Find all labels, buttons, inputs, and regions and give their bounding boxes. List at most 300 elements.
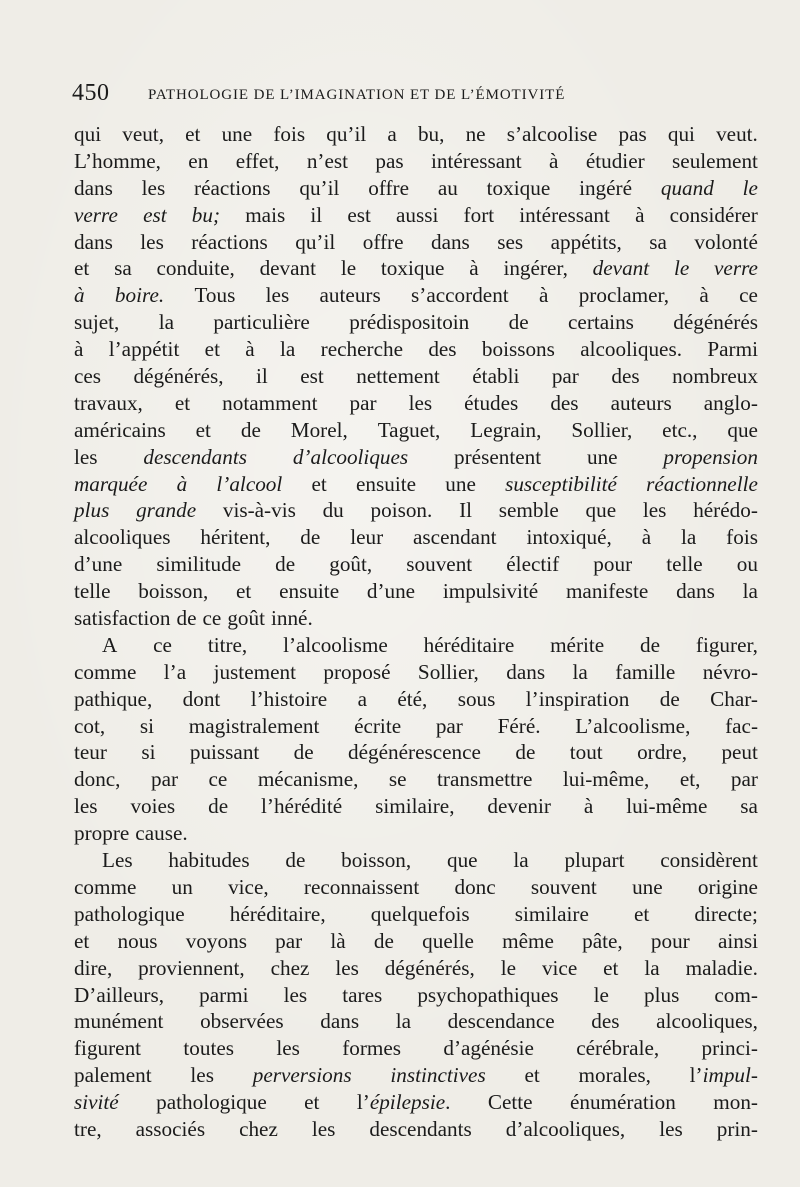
word: électif <box>506 552 560 577</box>
word: névro- <box>702 659 758 684</box>
word: donc, <box>74 767 121 792</box>
word: origine <box>697 874 758 899</box>
word: offre <box>362 229 404 254</box>
word: été, <box>397 686 428 711</box>
text-line <box>74 793 758 820</box>
word: comme <box>74 874 137 899</box>
word: la <box>572 659 588 684</box>
word: ce <box>208 767 228 792</box>
word: parmi <box>199 982 249 1007</box>
word: veut, <box>122 122 164 146</box>
word: même <box>502 928 554 953</box>
word: des <box>611 364 640 389</box>
word <box>690 1062 758 1089</box>
word: offre <box>368 175 410 200</box>
word: ingérer, <box>503 256 568 281</box>
word: Tous <box>194 283 236 308</box>
word: goût <box>227 606 265 631</box>
word: sa <box>114 256 132 281</box>
word: une <box>445 471 476 496</box>
word: ses <box>497 229 524 254</box>
word: réactions <box>191 229 268 254</box>
word: à <box>699 283 709 308</box>
word: bu; <box>191 202 221 227</box>
word: devenir <box>487 794 551 819</box>
word: observées <box>200 1009 284 1034</box>
word: hérédo- <box>693 498 758 523</box>
word: à <box>245 337 255 362</box>
word: Féré. <box>497 713 541 738</box>
word: d’agénésie <box>443 1036 534 1061</box>
word: à <box>583 794 594 819</box>
word: vis-à-vis <box>222 498 296 523</box>
text-line <box>74 1035 758 1062</box>
text-line <box>74 847 758 874</box>
text-line <box>74 309 758 336</box>
word: établi <box>472 364 520 389</box>
word: est <box>143 202 167 227</box>
word: a <box>387 122 397 146</box>
word: alcooliques <box>74 525 171 550</box>
word: et, <box>679 767 701 792</box>
text-line <box>74 578 758 605</box>
word: la <box>158 310 174 335</box>
word: que <box>446 848 478 873</box>
word: sivité <box>74 1090 119 1115</box>
word: le <box>742 175 758 200</box>
word: s’accordent <box>411 283 509 308</box>
word: fort <box>463 202 495 227</box>
word: toutes <box>183 1036 235 1061</box>
text-line <box>74 659 758 686</box>
word: dégénérescence <box>348 740 481 765</box>
word: inné. <box>270 606 313 631</box>
word: alcooliques, <box>656 1009 758 1034</box>
word: boissons <box>481 337 555 362</box>
word: ne <box>465 122 486 146</box>
word: bu, <box>417 122 445 146</box>
word: dont <box>182 686 221 711</box>
text-line <box>74 282 758 309</box>
text-line <box>74 471 758 498</box>
word: susceptibilité <box>505 471 617 496</box>
word: l’hérédité <box>261 794 343 819</box>
word: Morel, <box>290 417 348 442</box>
word: tout <box>569 740 603 765</box>
word: sa <box>740 794 758 819</box>
word: associés <box>135 1116 206 1141</box>
word: devant <box>592 256 650 281</box>
word: des <box>428 337 457 362</box>
word: par <box>730 767 758 792</box>
word: proclamer, <box>578 283 670 308</box>
word: écrite <box>354 713 402 738</box>
word: Parmi <box>707 337 758 362</box>
word: mérite <box>550 632 605 657</box>
word: plus <box>74 498 110 523</box>
word: lui-même, <box>562 767 650 792</box>
word: il <box>256 364 268 389</box>
word: effet, <box>235 148 280 173</box>
word: intoxiqué, <box>526 525 612 550</box>
word: de <box>515 740 536 765</box>
word: Taguet, <box>377 417 441 442</box>
word: prin- <box>716 1116 758 1141</box>
word: que <box>585 498 617 523</box>
word: voyons <box>185 928 247 953</box>
text-line <box>74 1062 758 1089</box>
word: psychopathiques <box>417 982 559 1007</box>
word: et <box>185 122 201 146</box>
word: propension <box>663 444 758 469</box>
text-line <box>74 255 758 282</box>
text-line <box>74 1008 758 1035</box>
word: de <box>508 310 529 335</box>
word: dans <box>74 229 113 254</box>
text-line <box>74 417 758 444</box>
word: reconnaissent <box>303 874 420 899</box>
word: et <box>195 417 211 442</box>
word: maladie. <box>685 955 758 980</box>
word: donc <box>454 874 496 899</box>
word: par <box>275 928 303 953</box>
word: justement <box>213 659 296 684</box>
word: mon- <box>713 1090 758 1115</box>
word: n’est <box>306 148 348 173</box>
text-line <box>74 444 758 471</box>
word: réactionnelle <box>646 471 758 496</box>
word: souvent <box>530 874 597 899</box>
word: teur <box>74 740 107 765</box>
word: les <box>642 498 667 523</box>
word: études <box>464 390 519 415</box>
word: etc., <box>662 417 698 442</box>
word: dans <box>320 1009 360 1034</box>
word: d’alcooliques <box>292 444 409 469</box>
word: toxique <box>486 175 551 200</box>
word: titre, <box>207 632 248 657</box>
text-line <box>74 524 758 551</box>
word: si <box>141 740 156 765</box>
word: marquée <box>74 471 148 496</box>
word: d’une <box>366 579 416 604</box>
word: et <box>174 390 191 415</box>
word: l’appétit <box>108 337 180 362</box>
word: tre, <box>74 1116 102 1141</box>
text-line <box>74 175 758 202</box>
word: nombreux <box>672 364 758 389</box>
word: D’ailleurs, <box>74 982 165 1007</box>
word: cause. <box>135 821 188 846</box>
word: héritent, <box>200 525 271 550</box>
word: prédispositoin <box>349 310 470 335</box>
word: à <box>176 471 188 496</box>
word: descendance <box>447 1009 555 1034</box>
word: le <box>673 256 690 281</box>
word: intéressant <box>519 202 610 227</box>
word: par <box>551 364 579 389</box>
word: à <box>635 202 645 227</box>
word: d’alcooliques, <box>505 1116 626 1141</box>
word: munément <box>74 1009 164 1034</box>
word: peut <box>721 740 758 765</box>
word: formes <box>342 1036 402 1061</box>
word: quelquefois <box>370 901 470 926</box>
word: ce <box>739 283 758 308</box>
word: grande <box>136 498 197 523</box>
word: de <box>275 552 296 577</box>
body-text <box>74 121 758 1143</box>
word: et <box>204 337 220 362</box>
page-number: 450 <box>72 80 110 106</box>
word: et <box>603 955 619 980</box>
word: sa <box>649 229 667 254</box>
text-line <box>74 1116 758 1143</box>
word: ainsi <box>717 928 758 953</box>
word: morales, <box>578 1063 651 1088</box>
word: de <box>176 606 197 631</box>
word: considérer <box>669 202 758 227</box>
word: se <box>388 767 407 792</box>
word: plus <box>644 982 680 1007</box>
word: palement <box>74 1063 152 1088</box>
word: auteurs <box>610 390 672 415</box>
word: de <box>208 794 229 819</box>
word: les <box>265 283 290 308</box>
word: poison. <box>370 498 433 523</box>
word: par <box>150 767 179 792</box>
word: similitude <box>156 552 242 577</box>
word: ensuite <box>279 579 340 604</box>
word: boisson, <box>138 579 209 604</box>
word: une <box>586 444 618 469</box>
word: les <box>140 229 164 254</box>
word: pâte, <box>582 928 623 953</box>
word: épilepsie <box>369 1090 446 1115</box>
word: ces <box>74 364 102 389</box>
word: boisson, <box>341 848 412 873</box>
word: Sollier, <box>571 417 633 442</box>
word: l’a <box>163 659 187 684</box>
word: américains <box>74 417 166 442</box>
word: qui <box>74 122 102 146</box>
word: par <box>349 390 377 415</box>
text-line <box>74 928 758 955</box>
word: ingéré <box>579 175 633 200</box>
word: des <box>550 390 579 415</box>
word: puissant <box>189 740 260 765</box>
word: qu’il <box>299 175 340 200</box>
word: de <box>373 928 394 953</box>
running-title: PATHOLOGIE DE L’IMAGINATION ET DE L’ÉMOTIVITÉ <box>148 87 566 103</box>
word: seulement <box>672 148 758 173</box>
word: proposé <box>323 659 391 684</box>
word: certains <box>568 310 634 335</box>
word: similaire <box>514 901 589 926</box>
word: à <box>549 148 559 173</box>
word: et <box>236 579 252 604</box>
word: habitudes <box>168 848 250 873</box>
word: l’histoire <box>250 686 328 711</box>
word: satisfaction <box>74 606 171 631</box>
text-line <box>74 766 758 793</box>
word: . <box>445 1090 451 1115</box>
word: le <box>340 256 357 281</box>
word: similaire, <box>375 794 455 819</box>
page-header <box>72 80 762 110</box>
text-line <box>74 1089 758 1116</box>
word: pathologique <box>74 901 185 926</box>
word: d’une <box>74 552 123 577</box>
word: ordre, <box>637 740 688 765</box>
word: nous <box>117 928 158 953</box>
word: la <box>280 337 296 362</box>
word: ascendant <box>413 525 497 550</box>
word: voies <box>130 794 176 819</box>
text-line <box>74 739 758 766</box>
word: particulière <box>213 310 310 335</box>
word: l’alcoolisme <box>283 632 388 657</box>
word: directe; <box>694 901 758 926</box>
word: les <box>283 982 308 1007</box>
word: présentent <box>454 444 542 469</box>
word: de <box>240 417 261 442</box>
word: la <box>742 579 758 604</box>
word: à <box>641 525 652 550</box>
word: dans <box>506 659 546 684</box>
word: dans <box>74 175 113 200</box>
word: l’ <box>356 1090 370 1115</box>
word: goût, <box>329 552 373 577</box>
word: les <box>190 1063 214 1088</box>
word: conduite, <box>156 256 235 281</box>
word: de <box>300 525 321 550</box>
word: et <box>311 471 327 496</box>
word: héréditaire, <box>229 901 326 926</box>
word: dire, <box>74 955 113 980</box>
word: la <box>395 1009 411 1034</box>
word: fois <box>273 122 306 146</box>
word: et <box>634 901 650 926</box>
word: à <box>469 256 479 281</box>
word: perversions <box>252 1063 352 1088</box>
text-line <box>74 363 758 390</box>
word: en <box>188 148 209 173</box>
word: ce <box>202 606 222 631</box>
text-line <box>74 390 758 417</box>
word: notamment <box>222 390 318 415</box>
word: recherche <box>320 337 403 362</box>
word: de <box>293 740 314 765</box>
word: verre <box>74 202 118 227</box>
word: cot, <box>74 713 106 738</box>
word: telle <box>74 579 111 604</box>
word: héréditaire <box>423 632 515 657</box>
word: pathologique <box>156 1090 267 1115</box>
word: et <box>304 1090 320 1115</box>
word: famille <box>615 659 676 684</box>
word: impul- <box>702 1063 758 1088</box>
word: une <box>632 874 663 899</box>
word: l’alcool <box>216 471 283 496</box>
word: il <box>310 202 323 227</box>
word: dégénérés, <box>384 955 475 980</box>
word: vice, <box>228 874 269 899</box>
word: vice <box>541 955 578 980</box>
text-line <box>74 497 758 524</box>
word: lui-même <box>626 794 708 819</box>
word: les <box>311 1116 336 1141</box>
word: s’alcoolise <box>506 122 598 146</box>
word: anglo- <box>703 390 758 415</box>
word: pathique, <box>74 686 153 711</box>
word: les <box>408 390 433 415</box>
word: impulsivité <box>442 579 539 604</box>
text-line <box>74 202 758 229</box>
word: sous <box>457 686 496 711</box>
word: sujet, <box>74 310 120 335</box>
word: alcooliques. <box>580 337 683 362</box>
word: le <box>593 982 609 1007</box>
word: pas <box>618 122 647 146</box>
word: une <box>221 122 253 146</box>
word: étudier <box>585 148 645 173</box>
word <box>357 1089 451 1116</box>
word: figurent <box>74 1036 142 1061</box>
word: L’homme, <box>74 148 161 173</box>
word: de <box>659 686 680 711</box>
word: Les <box>102 848 133 873</box>
word: Cette <box>487 1090 533 1115</box>
text-line <box>74 713 758 740</box>
text-line <box>74 551 758 578</box>
word: Sollier, <box>417 659 479 684</box>
text-line <box>74 874 758 901</box>
word: plupart <box>564 848 625 873</box>
text-line <box>74 336 758 363</box>
text-line <box>74 901 758 928</box>
word: chez <box>239 1116 278 1141</box>
word: dégénérés, <box>133 364 224 389</box>
word: les <box>659 1116 683 1141</box>
text-line <box>74 605 758 632</box>
word: nettement <box>356 364 440 389</box>
word: figurer, <box>695 632 758 657</box>
word: les <box>74 794 98 819</box>
word: manifeste <box>565 579 649 604</box>
word: au <box>437 175 458 200</box>
word: les <box>335 955 359 980</box>
word: est <box>300 364 324 389</box>
text-line <box>74 121 758 148</box>
word: quand <box>660 175 714 200</box>
word: magistralement <box>188 713 320 738</box>
word: fac- <box>725 713 758 738</box>
word: dans <box>676 579 715 604</box>
word: travaux, <box>74 390 143 415</box>
word: volonté <box>694 229 758 254</box>
word: Il <box>459 498 473 523</box>
word: princi- <box>701 1036 758 1061</box>
word: propre <box>74 821 130 846</box>
word: ensuite <box>356 471 417 496</box>
word: transmettre <box>437 767 533 792</box>
word: intéressant <box>431 148 522 173</box>
word: et <box>74 928 90 953</box>
word: est <box>347 202 371 227</box>
word: auteurs <box>319 283 381 308</box>
word: mécanisme, <box>257 767 359 792</box>
